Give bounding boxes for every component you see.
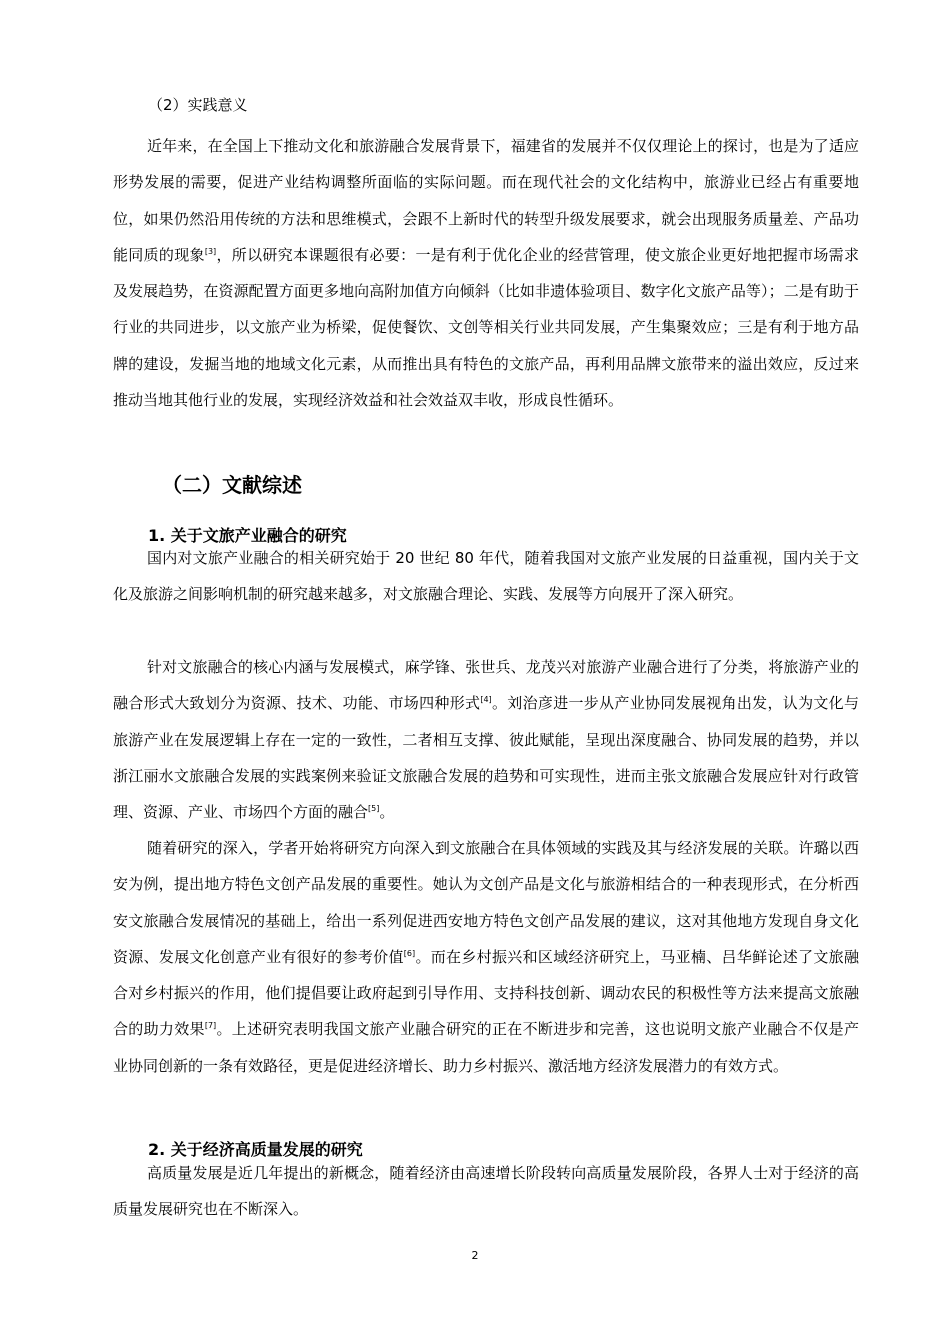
practice-paragraph	[113, 128, 859, 418]
subsection-1-paragraph-3	[113, 830, 859, 1084]
section-subtitle: （2）实践意义	[148, 96, 248, 114]
citation-5: [5]	[368, 804, 380, 814]
literature-review-heading: （二）文献综述	[162, 473, 302, 497]
subsection-2-paragraph-1: 高质量发展是近几年提出的新概念，随着经济由高速增长阶段转向高质量发展阶段，各界人士对于经济的高质量发展研究也在不断深入。	[113, 1164, 859, 1219]
citation-6: [6]	[403, 948, 416, 958]
paragraph-3-text-b: 。而在乡村振兴和区域经济研究上，马亚楠、吕华鲜论述了文旅融合对乡村振兴的作用，他们提倡要让政府起到引导作用、支持科技创新、调动农民的积极性等方法来提高文旅融合的助力效果	[113, 947, 859, 1039]
paragraph-2-text-c: 。	[379, 803, 395, 822]
subsection-2-heading: 2. 关于经济高质量发展的研究	[148, 1140, 363, 1159]
subsection-1-paragraph-2	[113, 649, 859, 830]
practice-paragraph-text: 近年来，在全国上下推动文化和旅游融合发展背景下，福建省的发展并不仅仅理论上的探讨，也是为了适应形势发展的需要，促进产业结构调整所面临的实际问题。而在现代社会的文化结构中，旅游业已经占有重要地位，如果仍然沿用传统的方法和思维模式，会跟不上新时代的转型升级发展要求，就会出现服务质量差、产品功能同质的现象	[113, 137, 859, 264]
practice-paragraph-tail: ，所以研究本课题很有必要：一是有利于优化企业的经营管理，使文旅企业更好地把握市场需求及发展趋势，在资源配置方面更多地向高附加值方向倾斜（比如非遗体验项目、数字化文旅产品等）；二是有助于行业的共同进步，以文旅产业为桥梁，促使餐饮、文创等相关行业共同发展，产生集聚效应；三是有利于地方品牌的建设，发掘当地的地域文化元素，从而推出具有特色的文旅产品，再利用品牌文旅带来的溢出效应，反过来推动当地其他行业的发展，实现经济效益和社会效益双丰收，形成良性循环。	[113, 245, 859, 410]
page-number: 2	[471, 1249, 479, 1262]
paragraph-2-text-b: 。刘治彦进一步从产业协同发展视角出发，认为文化与旅游产业在发展逻辑上存在一定的一致性，二者相互支撑、彼此赋能，呈现出深度融合、协同发展的趋势，并以浙江丽水文旅融合发展的实践案例来验证文旅融合发展的趋势和可实现性，进而主张文旅融合发展应针对行政管理、资源、产业、市场四个方面的融合	[113, 694, 859, 822]
subsection-1-paragraph-1: 国内对文旅产业融合的相关研究始于 20 世纪 80 年代，随着我国对文旅产业发展的日益重视，国内关于文化及旅游之间影响机制的研究越来越多，对文旅融合理论、实践、发展等方向展开了深入研究。	[113, 549, 859, 604]
citation-7: [7]	[204, 1021, 217, 1031]
paragraph-3-text-c: 。上述研究表明我国文旅产业融合研究的正在不断进步和完善，这也说明文旅产业融合不仅是产业协同创新的一条有效路径，更是促进经济增长、助力乡村振兴、激活地方经济发展潜力的有效方式。	[113, 1020, 859, 1075]
subsection-1-heading: 1. 关于文旅产业融合的研究	[148, 526, 347, 545]
citation-4: [4]	[480, 695, 492, 705]
paragraph-2-text-a: 针对文旅融合的核心内涵与发展模式，麻学锋、张世兵、龙茂兴对旅游产业融合进行了分类，将旅游产业的融合形式大致划分为资源、技术、功能、市场四种形式	[113, 658, 859, 713]
citation-3: [3]	[204, 246, 217, 256]
paragraph-3-text-a: 随着研究的深入，学者开始将研究方向深入到文旅融合在具体领域的实践及其与经济发展的关联。许璐以西安为例，提出地方特色文创产品发展的重要性。她认为文创产品是文化与旅游相结合的一种表现形式，在分析西安文旅融合发展情况的基础上，给出一系列促进西安地方特色文创产品发展的建议，这对其他地方发现自身文化资源、发展文化创意产业有很好的参考价值	[113, 839, 859, 966]
